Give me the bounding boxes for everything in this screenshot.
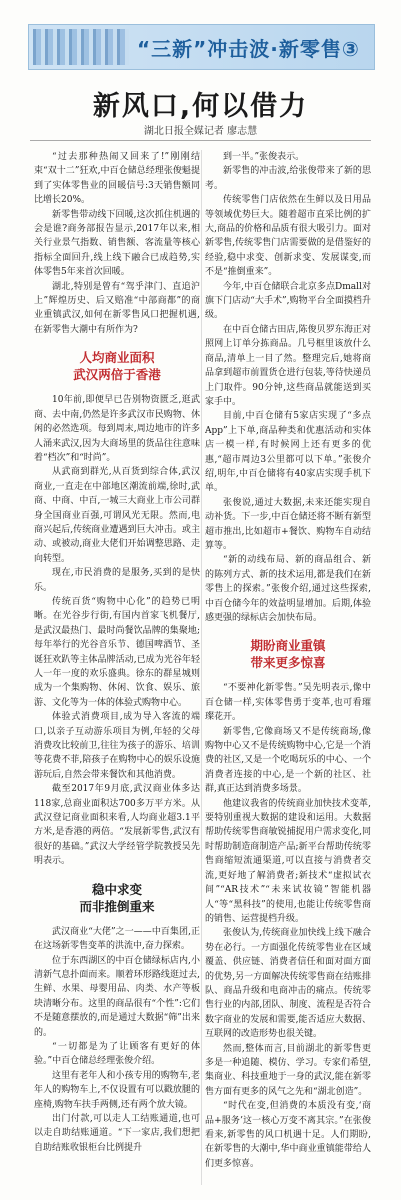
paragraph: 他建议我省的传统商业加快技术变革,要特别重视大数据的建设和运用。大数据帮助传统零售商敏锐捕捉用户需求变化,同时帮助制造商制造产品;新平台帮助传统零售商缩短流通渠道,可以直接与消费者交流,更好地了解消费者;新技术“虚拟试衣间”“AR技术”“未来试妆镜”智能机器人“等“黑科技”的使用,也能让传统零售商的销售、运营提档升级。 — [205, 798, 371, 924]
paragraph: “过去那种热闹又回来了!”刚刚结束“双十二”狂欢,中百仓储总经理张俊魁提到了实体零售业的回暖信号:3天销售额同比增长20%。 — [34, 152, 200, 206]
header-divider — [30, 140, 371, 141]
paragraph: 截至2017年9月底,武汉商业体多达118家,总商业面积达700多万平方米。从武汉登记商业面积来看,人均商业超3.1平方米,是香港的两倍。“发展新零售,武汉有很好的基础。”武汉大学经管学院教授吴先明表示。 — [34, 784, 200, 867]
paragraph: 这里有老年人和小孩专用的购物车,老年人的购物车上,不仅设置有可以戳放腿的座椅,购物车扶手两侧,还有两个放大镜。 — [34, 1070, 200, 1110]
section-banner — [28, 24, 375, 70]
paragraph: 体验式消费项目,成为导入客流的端口,以亲子互动游乐项目为例,年轻的父母消费攻比较前卫,往往为孩子的游乐、培训等花费不菲,陪孩子在购物中心的娱乐设施游玩后,自然会带来餐饮和其他消费。 — [34, 712, 200, 780]
column-divider — [201, 150, 202, 1185]
subheading-commerce-area: 人均商业面积 武汉两倍于香港 — [73, 350, 161, 383]
paragraph: 武汉商业“大佬”之一——中百集团,正在这场新零售变革的洪流中,奋力探索。 — [34, 926, 200, 952]
paragraph: 在中百仓储古田店,陈俊贝罗东海正对照网上订单分拣商品。几号框里该放什么商品,清单上一目了然。整理完后,她将商品拿到超市前置货仓进行包装,等待快递员上门取件。90分钟,这些商品就能送到买家手中。 — [205, 324, 371, 407]
paragraph: “时代在变,但消费的本质没有变,‘商品+服务’这一核心万变不离其宗。”在张俊看来,新零售的风口机遇十足。人们期盼,在新零售的大潮中,华中商业重镇能带给人们更多惊喜。 — [205, 1101, 371, 1169]
subheading-steady-change: 稳中求变 而非推倒重来 — [79, 881, 155, 914]
article-headline: 新风口,何以借力 — [92, 91, 309, 122]
article-byline: 湖北日报全媒记者 廖志慧 — [143, 126, 258, 137]
paragraph: 新零售,它像商场又不是传统商场,像购物中心又不是传统购物中心,它是一个消费的社区,又是一个吃喝玩乐的中心、一个消费者连接的中心,是一个新的社区、社群,真正达到消费多场景。 — [205, 726, 371, 795]
paragraph: “新的动线布局、新的商品组合、新的陈列方式、新的技术运用,都是我们在新零售上的探索。”张俊介绍,通过这些探索,中百仓储今年的效益明显增加。后期,体验感更强的绿标店会加快布局。 — [205, 555, 371, 623]
left-column — [34, 150, 200, 1190]
paragraph: 今年,中百仓储联合北京多点Dmall对旗下门店动“大手术”,购物平台全面摸档升级。 — [205, 281, 371, 321]
paragraph: 目前,中百仓储有5家店实现了“多点App”上下单,商品种类和优惠活动和实体店一模一样,有时候网上还有更多的优惠,“超市周边3公里都可以下单。”张俊介绍,明年,中百仓储将有40家店实现手机下单。 — [205, 411, 371, 494]
paragraph: 然而,整体而言,目前湖北的新零售更多是一种追随、模仿、学习。专家们希望,集商业、科技重地于一身的武汉,能在新零售方面有更多的风气之先和“湖北创造”。 — [205, 1043, 371, 1097]
paragraph: 从武商到群光,从百货到综合体,武汉商业,一直走在中部地区潮流前端,徐时,武商、中商、中百,一城三大商业上市公司群身全国商业百强,可谓风光无限。然而,电商兴起后,传统商业遭遇到巨大冲击。或主动、或被动,商业大佬们开始调整思路、走向转型。 — [34, 467, 200, 564]
paragraph: 新零售带动线下回暖,这次抓住机遇的会是谁?商务部报告显示,2017年以来,相关行业景气指数、销售额、客流量等核心指标全面回升,线上线下融合已成趋势,实体零售5年来首次回暖。 — [34, 209, 200, 278]
right-column — [205, 150, 371, 1190]
paragraph: 传统百货“购物中心化”的趋势已明晰。在光谷步行街,有国内首家飞机餐厅,是武汉最热门、最时尚餐饮品牌的集聚地;每年举行的光谷音乐节、德国啤酒节、圣诞狂欢趴等主体品牌活动,已成为光谷年轻人一年一度的欢乐盛典。徐东的群星城则成为一个集购物、休闲、饮食、娱乐、旅游、文化等为一体的体验式购物中心。 — [34, 596, 200, 708]
paragraph: 湖北,特别是曾有“驾乎津门、直追沪上”辉煌历史、后又赔准“中部商都”的商业重镇武汉,如何在新零售风口把握机遇,在新零售大潮中有所作为? — [34, 281, 200, 335]
paragraph: “不要神化新零售。”吴先明表示,像中百仓储一样,实体零售勇于变革,也可看璀璨花开。 — [205, 683, 371, 723]
paragraph: 新零售的冲击波,给张俊带来了新的思考。 — [205, 166, 371, 191]
paragraph: 到一半。”张俊表示。 — [223, 152, 305, 162]
paragraph: 张俊说,通过大数据,未来还能实现自动补货。下一步,中百仓储还将不断有新型超市推出,比如超市+餐饮、购物车自动结算等。 — [205, 497, 371, 551]
paragraph: 位于东西湖区的中百仓储绿标店内,小清新气息扑面而来。顺着环形路线逛过去,生鲜、水果、母婴用品、肉类、水产等板块清晰分布。这里的商品很有“个性”:它们不是随意摆放的,而是通过大数据“筛”出来的。 — [34, 955, 200, 1038]
paragraph: 张俊认为,传统商业加快线上线下融合势在必行。一方面强化传统零售业在区域覆盖、供应链、消费者信任和面对面方面的优势,另一方面解决传统零售商在结账排队、商品升级和电商冲击的痛点。传统零售行业的内部,团队、制度、流程是否符合数字商业的发展和需要,能否适应大数据、互联网的改造形势也很关键。 — [205, 928, 371, 1040]
subheading-expectations: 期盼商业重镇 带来更多惊喜 — [250, 638, 326, 671]
paragraph: 出门付款,可以走人工结账通道,也可以走自助结账通道。“下一家店,我们想把自助结账收银柜台比例提升 — [34, 1113, 200, 1153]
banner-decoration — [33, 29, 129, 65]
paragraph: 现在,市民消费的是服务,买到的是快乐。 — [34, 568, 200, 593]
paragraph: 10年前,即便早已告别物资匮乏,逛武商、去中南,仍然是许多武汉市民购物、休闲的必然选项。每到周末,周边地市的许多人涌来武汉,因为大商场里的货品往往意味着“档次”和“时尚”。 — [34, 395, 200, 463]
paragraph: 传统零售门店依然在生鲜以及日用品等领域优势巨大。随着超市直采比例的扩大,商品的价格和品质有很大吸引力。面对新零售,传统零售门店需要做的是借鉴好的经验,稳中求变、创新求变、发展谋变,而不是“推倒重来”。 — [205, 195, 371, 278]
paragraph: “一切都是为了让顾客有更好的体验。”中百仓储总经理张俊介绍。 — [34, 1041, 200, 1067]
banner-title: “三新”冲击波·新零售③ — [137, 37, 360, 61]
